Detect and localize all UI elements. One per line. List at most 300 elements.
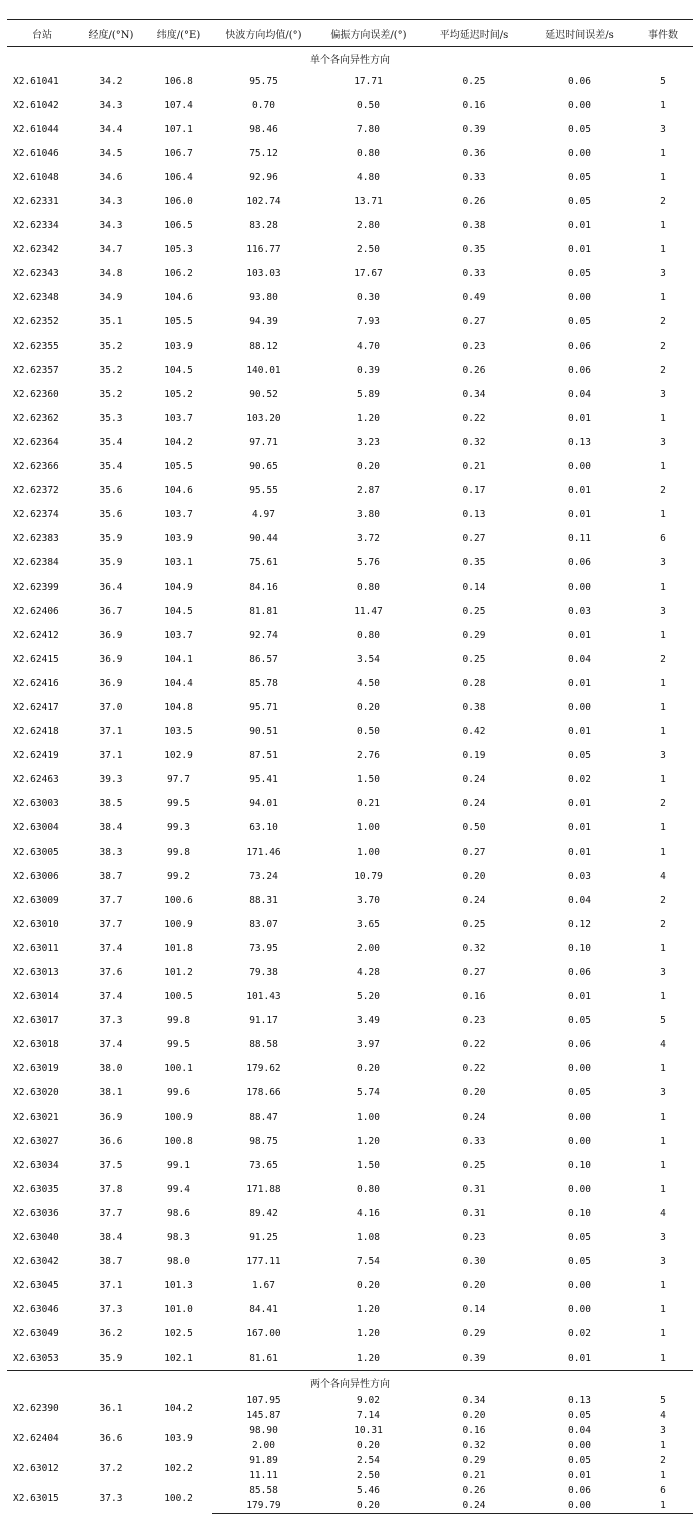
table-row [7,406,693,430]
cell-station: X2.63014 [13,991,59,1003]
cell-lon: 34.9 [99,292,123,304]
cell-lat: 106.7 [164,147,193,159]
cell-mean-delay: 0.24 [422,1498,526,1514]
cell-delay-error: 0.01 [568,509,591,521]
cell-delay-error: 0.05 [568,123,591,135]
cell-polar-dir-error: 0.80 [357,1183,380,1195]
cell-lat: 100.9 [164,918,193,930]
cell-event-count: 1 [660,629,666,641]
cell-event-count: 2 [660,340,666,352]
cell-delay-error: 0.00 [568,1280,591,1292]
cell-fast-dir-mean: 88.12 [249,340,278,352]
cell-lon: 37.1 [99,750,123,762]
cell-event-count: 1 [660,1328,666,1340]
section-row [7,1371,693,1394]
cell-lon: 37.3 [99,1304,123,1316]
cell-polar-dir-error: 3.54 [357,653,380,665]
cell-station: X2.62343 [13,268,59,280]
cell-lat: 99.3 [167,822,190,834]
cell-event-count: 1 [660,461,666,473]
cell-lat: 103.7 [164,412,193,424]
cell-fast-dir-mean: 98.46 [249,123,278,135]
cell-lat: 105.3 [164,244,193,256]
cell-polar-dir-error: 0.80 [357,629,380,641]
cell-mean-delay: 0.50 [462,822,486,834]
cell-mean-delay: 0.27 [462,967,486,979]
cell-polar-dir-error: 1.08 [357,1232,380,1244]
header-fast-dir-mean: 快波方向均值/(°) [212,20,315,47]
cell-event-count: 1 [660,677,666,689]
cell-event-count: 3 [660,557,666,569]
table-row [7,189,693,213]
cell-lon: 36.6 [99,1135,123,1147]
cell-station: X2.62374 [13,509,59,521]
cell-polar-dir-error: 3.65 [357,918,380,930]
cell-lat: 105.2 [164,388,193,400]
cell-lon: 34.4 [99,123,123,135]
table-row [7,527,693,551]
cell-lon: 34.3 [99,196,123,208]
cell-event-count: 3 [660,967,666,979]
cell-mean-delay: 0.27 [462,533,486,545]
cell-mean-delay: 0.26 [462,196,486,208]
cell-polar-dir-error: 1.20 [357,1328,380,1340]
cell-polar-dir-error: 7.14 [357,1410,380,1422]
cell-mean-delay: 0.29 [462,1455,486,1467]
cell-station: X2.62342 [13,244,59,256]
cell-mean-delay: 0.32 [462,942,486,954]
cell-fast-dir-mean: 101.43 [246,991,281,1003]
cell-delay-error: 0.02 [568,1328,591,1340]
cell-lon: 34.5 [99,147,123,159]
cell-lon: 38.7 [99,1256,123,1268]
table-row [7,238,693,262]
cell-polar-dir-error: 1.00 [357,846,380,858]
cell-polar-dir-error: 3.49 [357,1015,380,1027]
cell-polar-dir-error: 10.31 [354,1425,383,1437]
cell-polar-dir-error: 3.23 [357,436,380,448]
cell-station: X2.63013 [13,967,59,979]
cell-fast-dir-mean: 63.10 [249,822,278,834]
cell-lon: 36.9 [99,1111,123,1123]
cell-lat: 103.9 [164,533,193,545]
cell-polar-dir-error: 3.72 [357,533,380,545]
cell-delay-error: 0.04 [568,388,591,400]
cell-lat: 104.2 [164,1402,193,1414]
cell-event-count: 1 [660,942,666,954]
cell-fast-dir-mean: 92.96 [249,171,278,183]
cell-lon: 34.3 [99,220,123,232]
cell-event-count: 2 [660,485,666,497]
cell-delay-error: 0.00 [568,701,591,713]
cell-station: X2.62334 [13,220,59,232]
cell-station: X2.62390 [13,1402,59,1414]
cell-lat: 104.6 [164,292,193,304]
table-row [7,1153,693,1177]
header-row [7,20,693,47]
cell-lat: 101.8 [164,942,193,954]
cell-fast-dir-mean: 81.81 [249,605,278,617]
cell-fast-dir-mean: 73.24 [249,870,278,882]
cell-event-count: 1 [660,99,666,111]
cell-station: X2.62383 [13,533,59,545]
cell-fast-dir-mean: 178.66 [246,1087,281,1099]
cell-fast-dir-mean: 90.52 [249,388,278,400]
table-row [7,1393,693,1408]
cell-lat: 106.0 [164,196,193,208]
cell-lon: 35.3 [99,412,123,424]
cell-mean-delay: 0.38 [462,220,486,232]
cell-polar-dir-error: 4.16 [357,1207,380,1219]
cell-mean-delay: 0.29 [462,629,486,641]
table-row [7,382,693,406]
table-row [7,695,693,719]
table-row [7,816,693,840]
cell-lon: 35.6 [99,485,123,497]
cell-polar-dir-error: 2.76 [357,750,380,762]
cell-mean-delay: 0.35 [462,557,486,569]
cell-delay-error: 0.00 [526,1498,633,1514]
cell-polar-dir-error: 0.21 [357,798,380,810]
cell-polar-dir-error: 0.20 [357,1280,380,1292]
cell-station: X2.62362 [13,412,59,424]
cell-station: X2.62404 [13,1432,59,1444]
cell-fast-dir-mean: 91.89 [249,1455,278,1467]
cell-lat: 98.0 [167,1256,190,1268]
cell-delay-error: 0.05 [568,316,591,328]
cell-station: X2.62416 [13,677,59,689]
cell-fast-dir-mean: 73.95 [249,942,278,954]
cell-lat: 104.4 [164,677,193,689]
cell-lon: 37.5 [99,1159,123,1171]
cell-lat: 100.9 [164,1111,193,1123]
cell-fast-dir-mean: 73.65 [249,1159,278,1171]
cell-lat: 100.5 [164,991,193,1003]
cell-lon: 38.4 [99,822,123,834]
table-row [7,69,693,93]
cell-delay-error: 0.02 [568,774,591,786]
cell-fast-dir-mean: 95.41 [249,774,278,786]
cell-event-count: 1 [660,1183,666,1195]
header-lon: 经度/(°N) [77,20,145,47]
cell-lon: 38.0 [99,1063,123,1075]
cell-delay-error: 0.01 [568,822,591,834]
cell-event-count: 1 [660,1111,666,1123]
cell-delay-error: 0.10 [568,1159,591,1171]
cell-polar-dir-error: 9.02 [357,1395,380,1407]
cell-station: X2.62415 [13,653,59,665]
cell-fast-dir-mean: 88.47 [249,1111,278,1123]
cell-fast-dir-mean: 84.41 [249,1304,278,1316]
cell-station: X2.63042 [13,1256,59,1268]
cell-station: X2.62360 [13,388,59,400]
cell-lon: 37.7 [99,1207,123,1219]
cell-mean-delay: 0.42 [462,726,486,738]
cell-polar-dir-error: 2.00 [357,942,380,954]
cell-lat: 100.1 [164,1063,193,1075]
cell-lat: 104.5 [164,364,193,376]
cell-event-count: 5 [660,1015,666,1027]
table-row [7,1453,693,1468]
cell-station: X2.62384 [13,557,59,569]
cell-lat: 106.8 [164,75,193,87]
cell-fast-dir-mean: 90.51 [249,726,278,738]
cell-fast-dir-mean: 90.65 [249,461,278,473]
cell-polar-dir-error: 3.70 [357,894,380,906]
cell-station: X2.62412 [13,629,59,641]
cell-station: X2.63019 [13,1063,59,1075]
cell-delay-error: 0.01 [568,991,591,1003]
cell-polar-dir-error: 2.80 [357,220,380,232]
station-table [7,19,693,1514]
cell-event-count: 1 [660,1159,666,1171]
cell-delay-error: 0.05 [568,1087,591,1099]
table-row [7,647,693,671]
cell-lon: 34.3 [99,99,123,111]
cell-mean-delay: 0.16 [462,1425,486,1437]
cell-lon: 34.6 [99,171,123,183]
single-anisotropy-section [7,47,693,1371]
table-row [7,1250,693,1274]
cell-polar-dir-error: 0.80 [357,581,380,593]
table-row [7,1009,693,1033]
cell-mean-delay: 0.20 [462,870,486,882]
cell-lon: 37.6 [99,967,123,979]
header-mean-delay: 平均延迟时间/s [422,20,526,47]
cell-mean-delay: 0.17 [462,485,486,497]
cell-lon: 37.4 [99,942,123,954]
table-row [7,455,693,479]
table-row [7,1177,693,1201]
cell-lat: 102.9 [164,750,193,762]
cell-event-count: 1 [660,412,666,424]
cell-delay-error: 0.06 [568,1039,591,1051]
cell-fast-dir-mean: 95.71 [249,701,278,713]
cell-lat: 105.5 [164,316,193,328]
cell-delay-error: 0.06 [568,75,591,87]
cell-station: X2.62419 [13,750,59,762]
cell-lon: 38.1 [99,1087,123,1099]
cell-lat: 103.7 [164,629,193,641]
cell-delay-error: 0.01 [568,629,591,641]
cell-polar-dir-error: 1.20 [357,1135,380,1147]
table-row [7,960,693,984]
cell-event-count: 1 [660,1063,666,1075]
cell-fast-dir-mean: 107.95 [246,1395,281,1407]
cell-delay-error: 0.01 [568,485,591,497]
cell-lon: 37.4 [99,991,123,1003]
cell-lat: 101.0 [164,1304,193,1316]
cell-station: X2.63046 [13,1304,59,1316]
table-row [7,864,693,888]
cell-station: X2.61044 [13,123,59,135]
cell-polar-dir-error: 0.39 [357,364,380,376]
cell-delay-error: 0.00 [568,1063,591,1075]
cell-polar-dir-error: 1.20 [357,1304,380,1316]
cell-delay-error: 0.01 [568,677,591,689]
table-row [7,768,693,792]
cell-fast-dir-mean: 1.67 [252,1280,275,1292]
table-row [7,1322,693,1346]
cell-lon: 35.9 [99,557,123,569]
cell-mean-delay: 0.22 [462,1063,486,1075]
cell-event-count: 1 [660,726,666,738]
table-row [7,985,693,1009]
cell-mean-delay: 0.16 [462,991,486,1003]
cell-lon: 36.1 [99,1402,123,1414]
header-lat: 纬度/(°E) [145,20,212,47]
cell-delay-error: 0.00 [568,292,591,304]
table-row [7,1483,693,1498]
cell-delay-error: 0.01 [568,244,591,256]
cell-polar-dir-error: 4.70 [357,340,380,352]
cell-station: X2.61041 [13,75,59,87]
cell-fast-dir-mean: 90.44 [249,533,278,545]
cell-mean-delay: 0.49 [462,292,486,304]
cell-polar-dir-error: 0.20 [315,1498,422,1514]
cell-delay-error: 0.06 [568,1485,591,1497]
cell-fast-dir-mean: 83.07 [249,918,278,930]
cell-station: X2.62463 [13,774,59,786]
cell-event-count: 1 [660,581,666,593]
cell-delay-error: 0.00 [568,1440,591,1452]
cell-fast-dir-mean: 88.31 [249,894,278,906]
cell-station: X2.62352 [13,316,59,328]
cell-delay-error: 0.13 [568,436,591,448]
cell-fast-dir-mean: 86.57 [249,653,278,665]
cell-mean-delay: 0.39 [462,1352,486,1364]
cell-lon: 35.2 [99,388,123,400]
cell-event-count: 4 [660,1039,666,1051]
cell-mean-delay: 0.34 [462,388,486,400]
cell-event-count: 1 [660,1470,666,1482]
cell-lat: 106.2 [164,268,193,280]
cell-polar-dir-error: 4.50 [357,677,380,689]
cell-fast-dir-mean: 11.11 [249,1470,278,1482]
cell-station: X2.63053 [13,1352,59,1364]
section-row [7,47,693,70]
cell-event-count: 3 [660,1232,666,1244]
cell-lat: 107.1 [164,123,193,135]
cell-event-count: 3 [660,388,666,400]
cell-lon: 39.3 [99,774,123,786]
cell-fast-dir-mean: 167.00 [246,1328,281,1340]
cell-mean-delay: 0.33 [462,171,486,183]
cell-lat: 101.3 [164,1280,193,1292]
table-row [7,1346,693,1371]
cell-lon: 37.0 [99,701,123,713]
cell-fast-dir-mean: 140.01 [246,364,281,376]
cell-polar-dir-error: 0.20 [357,1063,380,1075]
cell-fast-dir-mean: 84.16 [249,581,278,593]
cell-polar-dir-error: 2.54 [357,1455,380,1467]
cell-event-count: 3 [660,605,666,617]
cell-mean-delay: 0.14 [462,1304,486,1316]
table-row [7,1298,693,1322]
cell-mean-delay: 0.36 [462,147,486,159]
cell-delay-error: 0.11 [568,533,591,545]
cell-mean-delay: 0.32 [462,1440,486,1452]
cell-lon: 35.1 [99,316,123,328]
cell-delay-error: 0.10 [568,1207,591,1219]
cell-mean-delay: 0.25 [462,1159,486,1171]
cell-lat: 107.4 [164,99,193,111]
cell-lat: 99.8 [167,1015,190,1027]
cell-mean-delay: 0.24 [462,894,486,906]
cell-lat: 105.5 [164,461,193,473]
cell-polar-dir-error: 0.30 [357,292,380,304]
cell-lat: 99.6 [167,1087,190,1099]
cell-fast-dir-mean: 87.51 [249,750,278,762]
cell-polar-dir-error: 2.50 [357,244,380,256]
cell-fast-dir-mean: 91.25 [249,1232,278,1244]
cell-mean-delay: 0.20 [462,1410,486,1422]
cell-lat: 103.7 [164,509,193,521]
cell-polar-dir-error: 5.46 [357,1485,380,1497]
table-row [7,623,693,647]
cell-delay-error: 0.05 [568,1410,591,1422]
cell-lon: 36.9 [99,677,123,689]
cell-fast-dir-mean: 98.90 [249,1425,278,1437]
cell-mean-delay: 0.25 [462,918,486,930]
cell-delay-error: 0.06 [568,340,591,352]
table-row [7,1081,693,1105]
cell-mean-delay: 0.23 [462,1015,486,1027]
header-delay-error: 延迟时间误差/s [526,20,633,47]
table-row [7,912,693,936]
cell-event-count: 1 [660,147,666,159]
cell-lon: 34.2 [99,75,123,87]
cell-station: X2.63034 [13,1159,59,1171]
cell-fast-dir-mean: 92.74 [249,629,278,641]
cell-event-count: 1 [660,1135,666,1147]
cell-mean-delay: 0.19 [462,750,486,762]
cell-event-count: 2 [660,918,666,930]
cell-station: X2.62417 [13,701,59,713]
cell-mean-delay: 0.21 [462,461,486,473]
cell-station: X2.62331 [13,196,59,208]
cell-delay-error: 0.05 [568,1232,591,1244]
cell-station: X2.62418 [13,726,59,738]
cell-mean-delay: 0.33 [462,268,486,280]
section-title: 两个各向异性方向 [7,1371,693,1394]
cell-lon: 38.5 [99,798,123,810]
cell-event-count: 2 [660,364,666,376]
cell-delay-error: 0.04 [568,1425,591,1437]
cell-polar-dir-error: 17.71 [354,75,383,87]
cell-lon: 36.7 [99,605,123,617]
table-row [7,1057,693,1081]
table-row [7,1105,693,1129]
cell-delay-error: 0.06 [568,557,591,569]
cell-lat: 104.6 [164,485,193,497]
cell-polar-dir-error: 5.20 [357,991,380,1003]
cell-lon: 36.9 [99,629,123,641]
cell-mean-delay: 0.39 [462,123,486,135]
cell-lat: 99.5 [167,1039,190,1051]
section-title: 单个各向异性方向 [310,54,390,66]
cell-delay-error: 0.05 [568,171,591,183]
cell-fast-dir-mean: 98.75 [249,1135,278,1147]
cell-polar-dir-error: 2.50 [357,1470,380,1482]
cell-lat: 103.5 [164,726,193,738]
cell-delay-error: 0.00 [568,1111,591,1123]
cell-polar-dir-error: 1.00 [357,1111,380,1123]
cell-polar-dir-error: 1.00 [357,822,380,834]
cell-event-count: 1 [660,509,666,521]
cell-lon: 37.4 [99,1039,123,1051]
cell-mean-delay: 0.25 [462,605,486,617]
